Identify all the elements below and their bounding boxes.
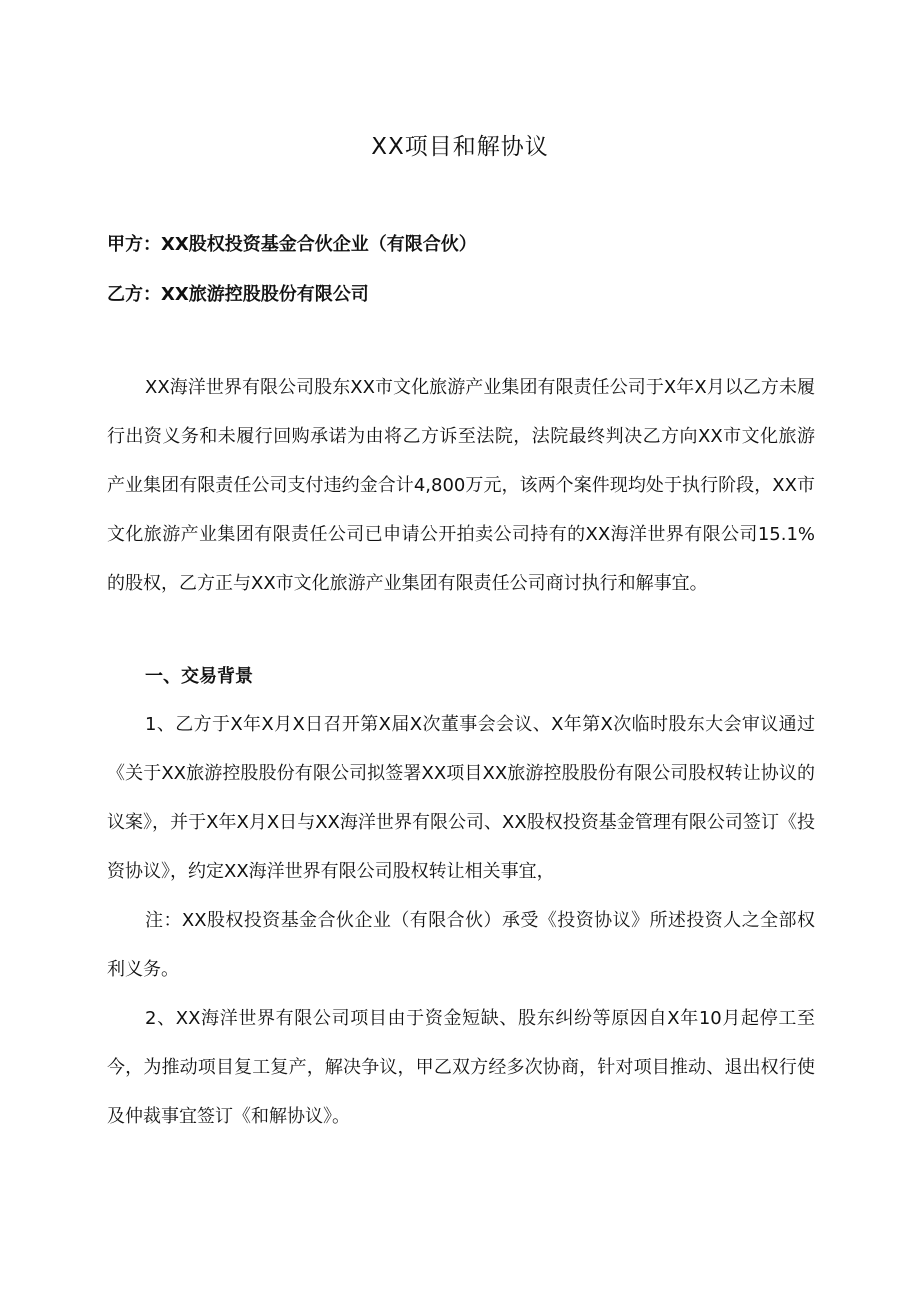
clause-2-paragraph: 2、XX海洋世界有限公司项目由于资金短缺、股东纠纷等原因自X年10月起停工至今，为推动项目复工复产，解决争议，甲乙双方经多次协商，针对项目推动、退出权行使及仲裁事宜签订《和解协议》。 <box>107 1008 815 1127</box>
section-heading-background: 一、交易背景 <box>145 666 253 687</box>
party-a: 甲方：XX股权投资基金合伙企业（有限合伙） <box>107 234 477 255</box>
party-b: 乙方：XX旅游控股股份有限公司 <box>107 284 369 305</box>
note-paragraph: 注：XX股权投资基金合伙企业（有限合伙）承受《投资协议》所述投资人之全部权利义务。 <box>107 910 815 980</box>
clause-1-paragraph: 1、乙方于X年X月X日召开第X届X次董事会会议、X年第X次临时股东大会审议通过《关于XX旅游控股股份有限公司拟签署XX项目XX旅游控股股份有限公司股权转让协议的议案》，并于X年X月X日与XX海洋世界有限公司、XX股权投资基金管理有限公司签订《投资协议》，约定XX海洋世界有限公司股权转让相关事宜， <box>107 714 815 882</box>
document-title: XX项目和解协议 <box>371 134 549 160</box>
intro-paragraph: XX海洋世界有限公司股东XX市文化旅游产业集团有限责任公司于X年X月以乙方未履行出资义务和未履行回购承诺为由将乙方诉至法院，法院最终判决乙方向XX市文化旅游产业集团有限责任公司支付违约金合计4,800万元，该两个案件现均处于执行阶段，XX市文化旅游产业集团有限责任公司已申请公开拍卖公司持有的XX海洋世界有限公司15.1%的股权，乙方正与XX市文化旅游产业集团有限责任公司商讨执行和解事宜。 <box>107 377 815 594</box>
